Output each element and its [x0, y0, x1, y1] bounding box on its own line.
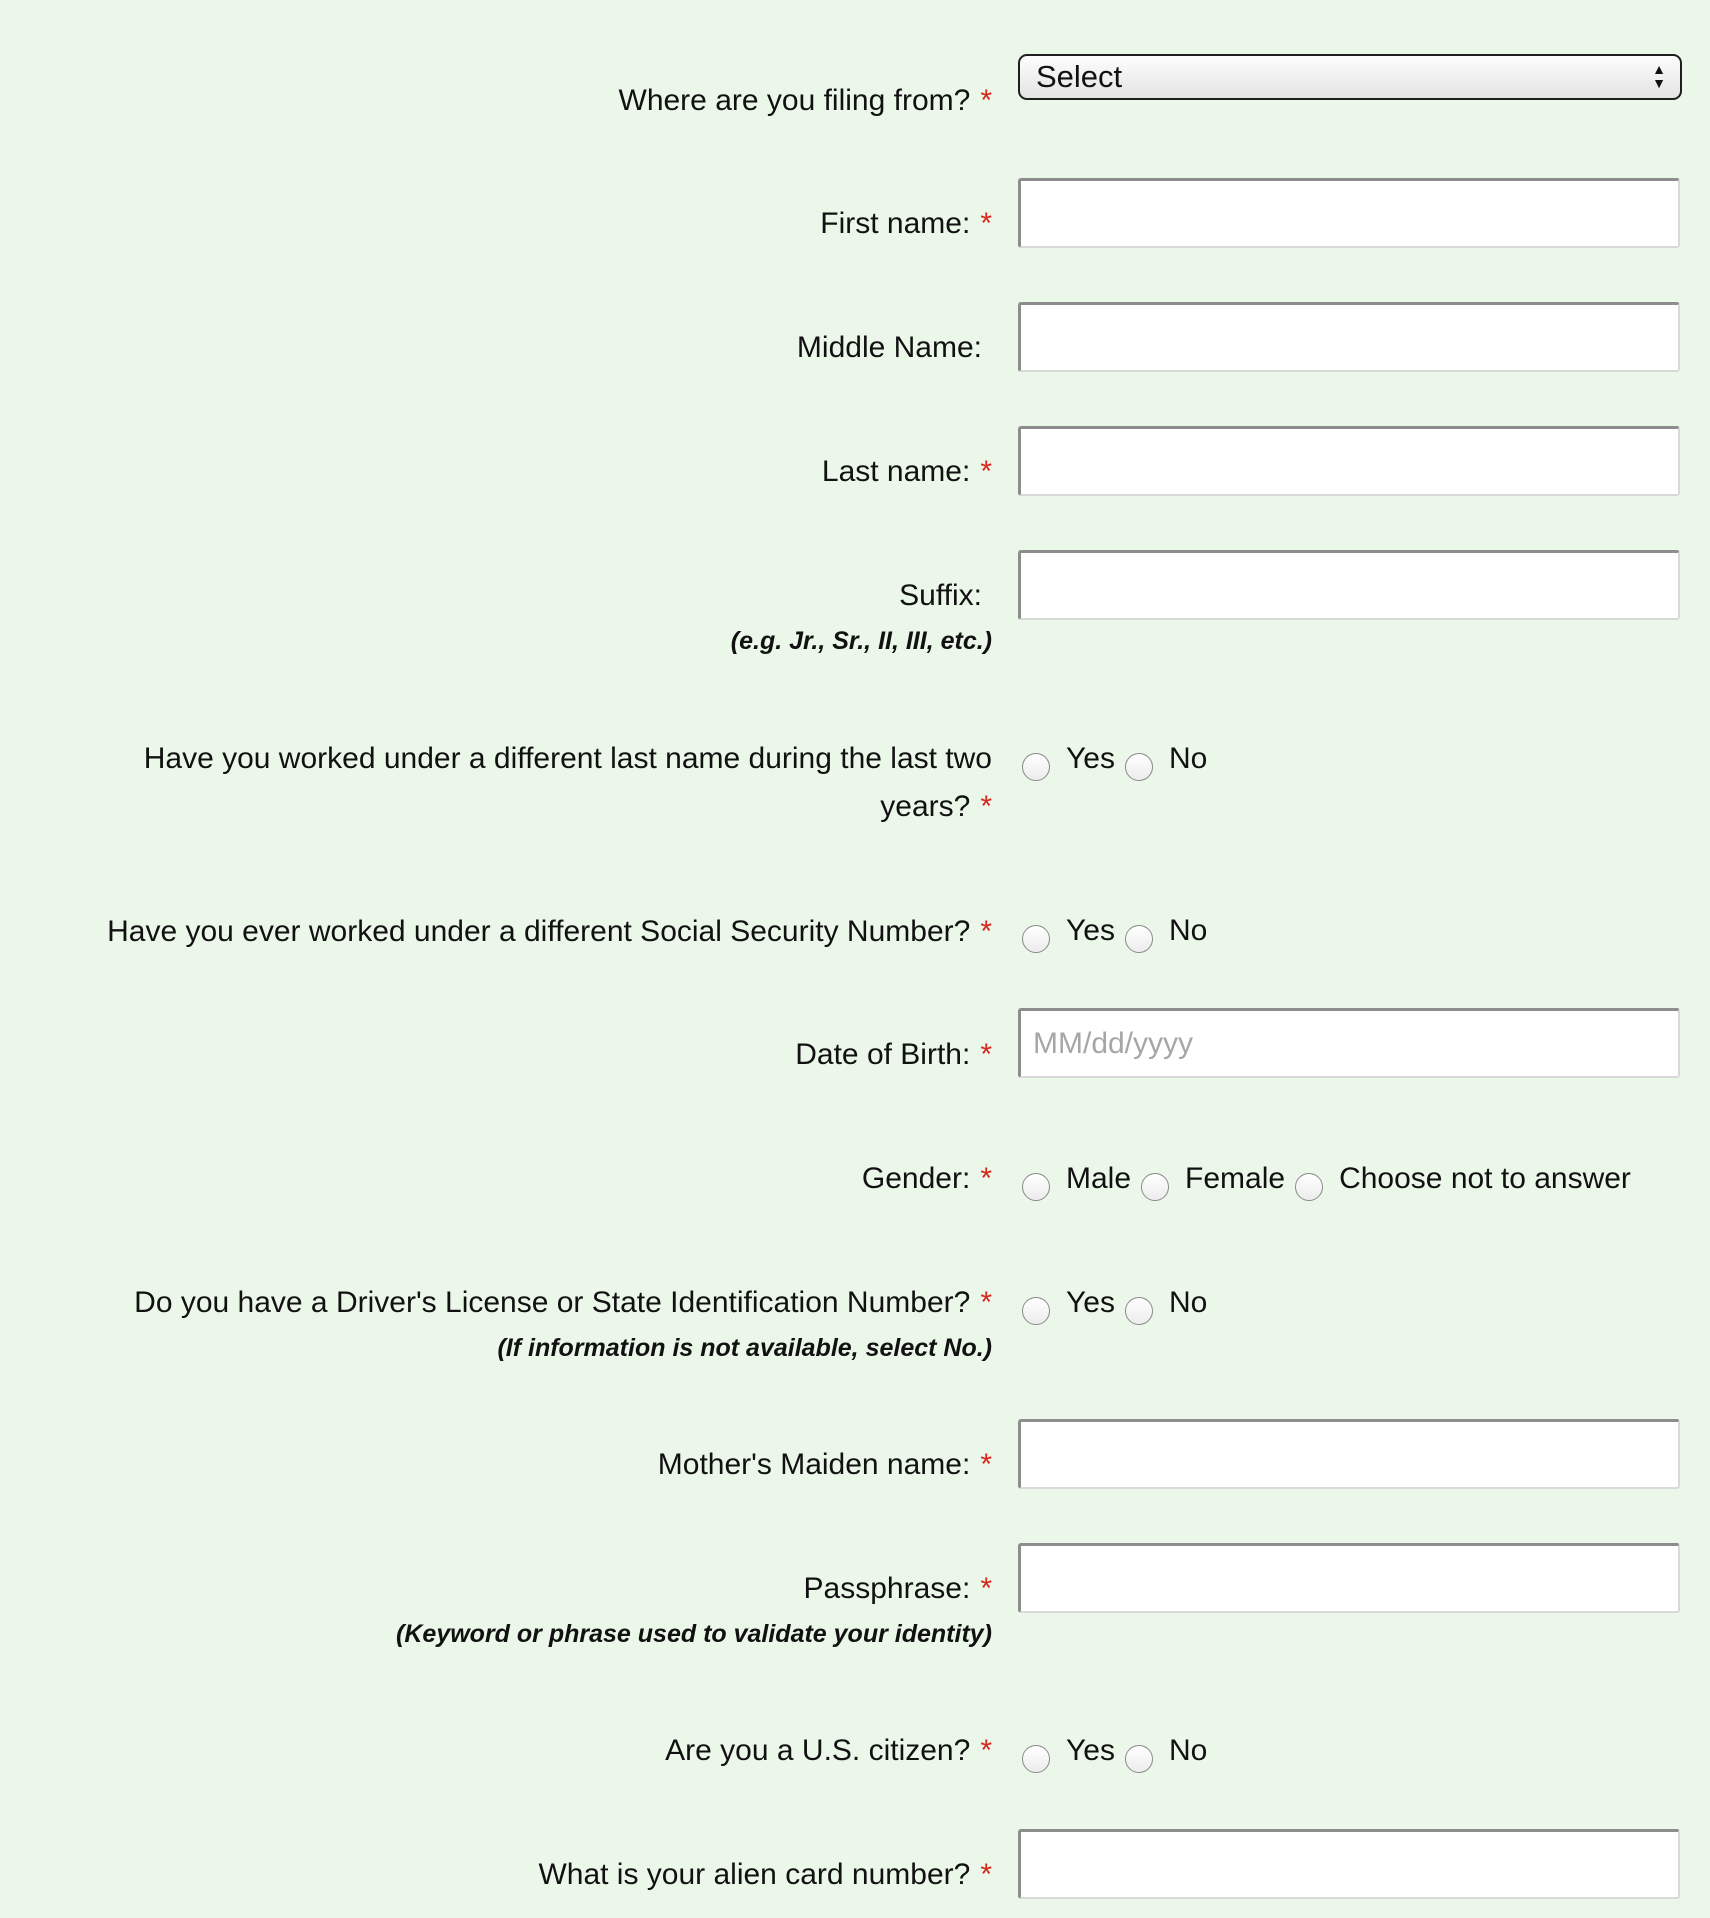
gender-male-radio[interactable] — [1022, 1173, 1050, 1201]
us-citizen-no-radio[interactable] — [1125, 1745, 1153, 1773]
filing-from-label: Where are you filing from? * — [618, 84, 992, 117]
us-citizen-options — [1022, 1727, 1217, 1775]
drivers-license-options — [1022, 1279, 1217, 1327]
drivers-license-no-radio[interactable] — [1125, 1297, 1153, 1325]
gender-female-radio[interactable] — [1141, 1173, 1169, 1201]
different-last-name-label: Have you worked under a different last name during the last two years? * — [143, 742, 992, 823]
required-mark: * — [980, 207, 992, 240]
required-mark: * — [980, 915, 992, 948]
radio-label-female: Female — [1185, 1162, 1286, 1195]
mothers-maiden-input[interactable] — [1018, 1419, 1680, 1489]
drivers-license-yes-radio[interactable] — [1022, 1297, 1050, 1325]
us-citizen-yes-radio[interactable] — [1022, 1745, 1050, 1773]
required-mark: * — [980, 1572, 992, 1605]
dob-input[interactable] — [1018, 1008, 1680, 1078]
first-name-label: First name: * — [820, 207, 992, 240]
middle-name-input[interactable] — [1018, 302, 1680, 372]
radio-label-male: Male — [1066, 1162, 1132, 1195]
required-mark: * — [980, 1734, 992, 1767]
suffix-label: Suffix: — [899, 579, 982, 612]
mothers-maiden-label: Mother's Maiden name: * — [657, 1448, 992, 1481]
different-last-name-options — [1022, 735, 1217, 783]
dob-label: Date of Birth: * — [795, 1038, 992, 1071]
required-mark: * — [980, 1286, 992, 1319]
passphrase-input[interactable] — [1018, 1543, 1680, 1613]
radio-label-no: No — [1168, 1734, 1208, 1767]
select-arrows-icon: ▲ ▼ — [1652, 61, 1666, 91]
different-last-name-no-radio[interactable] — [1125, 753, 1153, 781]
required-mark: * — [980, 84, 992, 117]
radio-label-yes: Yes — [1066, 742, 1115, 775]
different-last-name-yes-radio[interactable] — [1022, 753, 1050, 781]
radio-label-yes: Yes — [1066, 1734, 1115, 1767]
middle-name-label: Middle Name: — [796, 331, 982, 364]
required-mark: * — [980, 1448, 992, 1481]
different-ssn-options — [1022, 907, 1217, 955]
different-ssn-yes-radio[interactable] — [1022, 925, 1050, 953]
passphrase-label: Passphrase: * — [803, 1572, 992, 1605]
required-mark: * — [980, 1162, 992, 1195]
last-name-input[interactable] — [1018, 426, 1680, 496]
radio-label-no: No — [1168, 742, 1208, 775]
last-name-label: Last name: * — [821, 455, 992, 488]
first-name-input[interactable] — [1018, 178, 1680, 248]
different-ssn-label: Have you ever worked under a different Social Security Number? * — [107, 915, 992, 948]
required-mark: * — [980, 1858, 992, 1891]
gender-no-answer-radio[interactable] — [1295, 1173, 1323, 1201]
radio-label-no-answer: Choose not to answer — [1339, 1162, 1631, 1195]
radio-label-no: No — [1168, 914, 1208, 947]
radio-label-no: No — [1168, 1286, 1208, 1319]
drivers-license-label: Do you have a Driver's License or State Identification Number? * — [134, 1286, 992, 1319]
filing-from-select[interactable] — [1018, 54, 1682, 100]
alien-card-label: What is your alien card number? * — [538, 1858, 992, 1891]
alien-card-input[interactable] — [1018, 1829, 1680, 1899]
passphrase-hint: (Keyword or phrase used to validate your identity) — [396, 1620, 992, 1648]
required-mark: * — [980, 1038, 992, 1071]
required-mark: * — [980, 455, 992, 488]
different-ssn-no-radio[interactable] — [1125, 925, 1153, 953]
radio-label-yes: Yes — [1066, 1286, 1115, 1319]
required-mark: * — [980, 790, 992, 823]
us-citizen-label: Are you a U.S. citizen? * — [665, 1734, 992, 1767]
gender-options — [1022, 1155, 1641, 1203]
gender-label: Gender: * — [861, 1162, 992, 1195]
filing-from-select-value: Select — [1036, 59, 1123, 94]
radio-label-yes: Yes — [1066, 914, 1115, 947]
drivers-license-hint: (If information is not available, select No.) — [497, 1334, 992, 1362]
suffix-input[interactable] — [1018, 550, 1680, 620]
suffix-hint: (e.g. Jr., Sr., II, III, etc.) — [730, 627, 992, 655]
